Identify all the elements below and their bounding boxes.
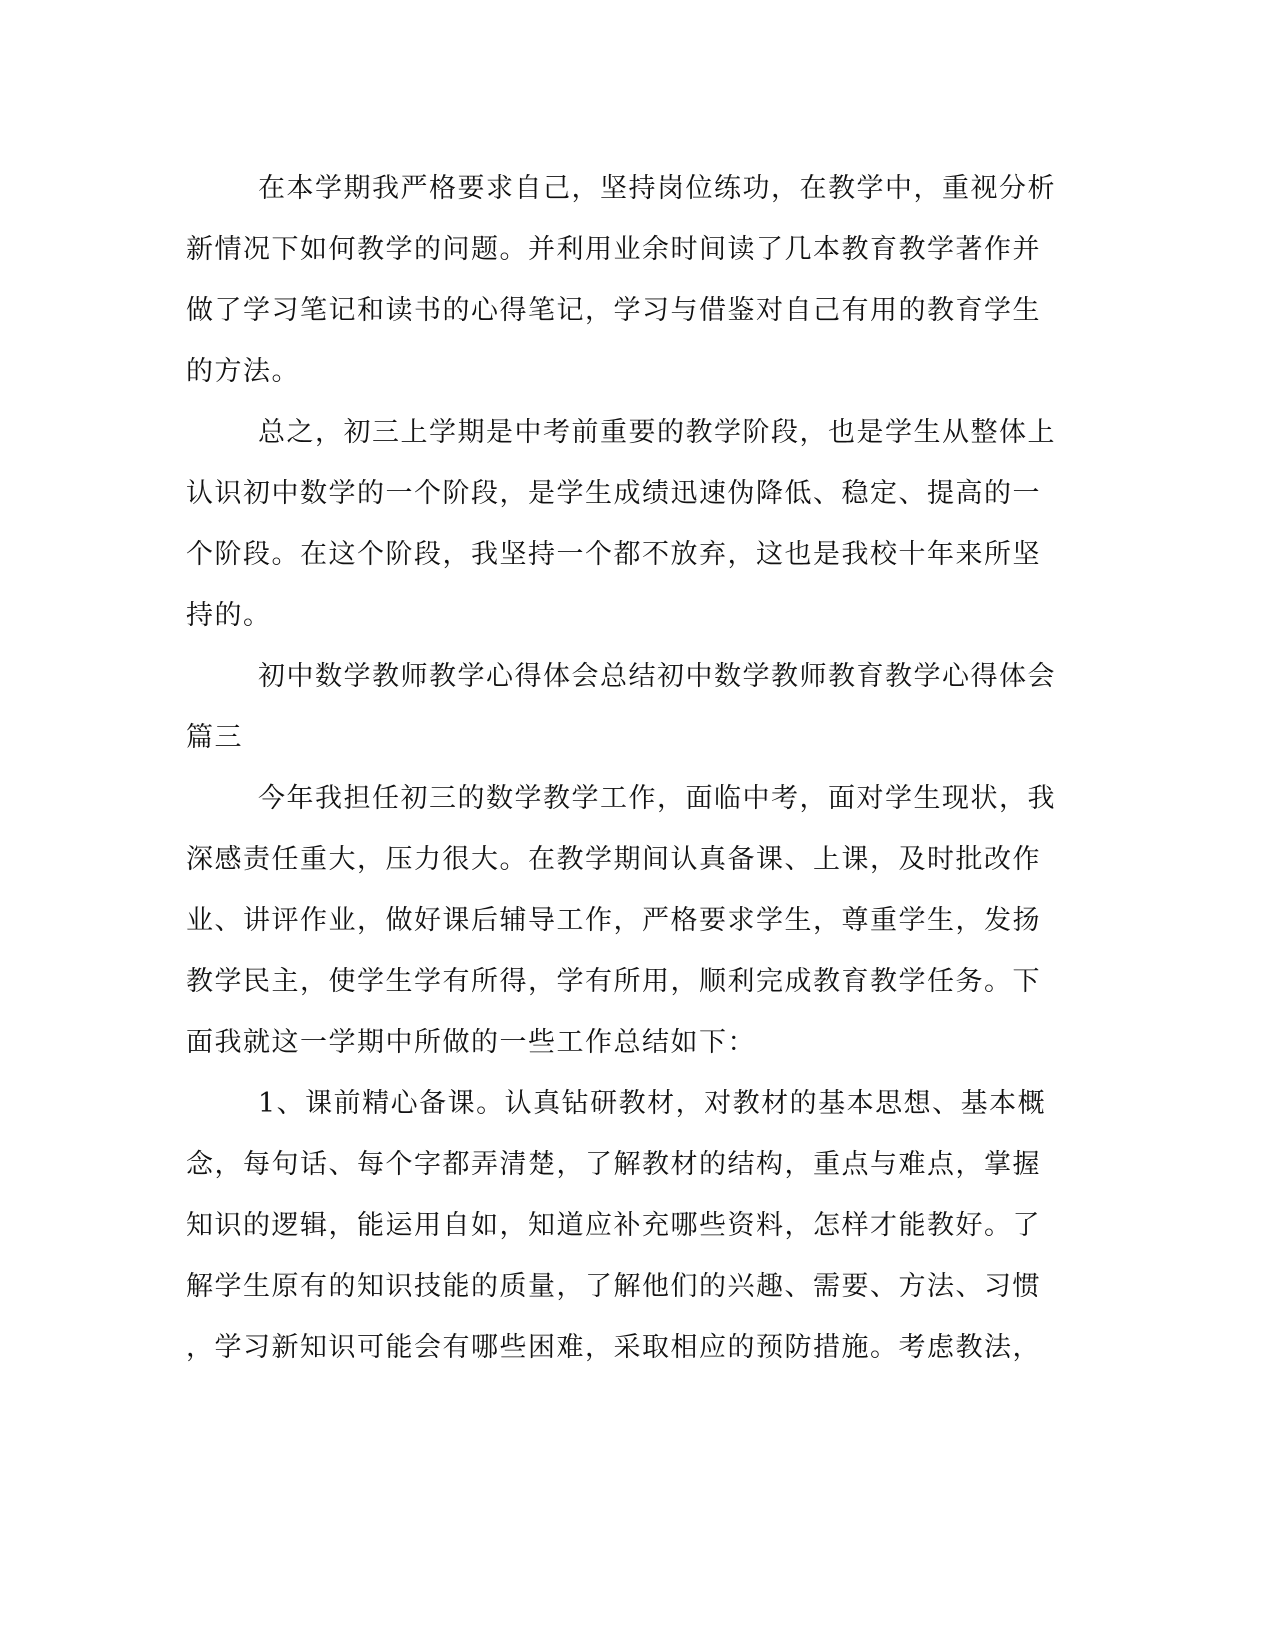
- text-line: ，学习新知识可能会有哪些困难，采取相应的预防措施。考虑教法，: [186, 1332, 1041, 1363]
- text-line: 认识初中数学的一个阶段，是学生成绩迅速伪降低、稳定、提高的一: [186, 478, 1041, 509]
- text-line: 念，每句话、每个字都弄清楚，了解教材的结构，重点与难点，掌握: [186, 1149, 1041, 1180]
- text-line: 今年我担任初三的数学教学工作，面临中考，面对学生现状，我: [258, 783, 1056, 814]
- text-line: 知识的逻辑，能运用自如，知道应补充哪些资料，怎样才能教好。了: [186, 1210, 1041, 1241]
- text-line: 面我就这一学期中所做的一些工作总结如下：: [186, 1027, 756, 1058]
- text-line: 1、课前精心备课。认真钻研教材，对教材的基本思想、基本概: [258, 1088, 1047, 1119]
- paragraph-lesson-prep: [186, 1073, 1062, 1378]
- text-line: 解学生原有的知识技能的质量，了解他们的兴趣、需要、方法、习惯: [186, 1271, 1041, 1302]
- document-body: [186, 158, 1062, 1378]
- text-line: 篇三: [186, 722, 243, 753]
- text-line: 持的。: [186, 600, 272, 631]
- text-line: 的方法。: [186, 356, 300, 387]
- text-line: 在本学期我严格要求自己，坚持岗位练功，在教学中，重视分析: [258, 173, 1056, 204]
- text-line: 新情况下如何教学的问题。并利用业余时间读了几本教育教学著作并: [186, 234, 1041, 265]
- paragraph-intro: [186, 768, 1062, 1073]
- text-line: 做了学习笔记和读书的心得笔记，学习与借鉴对自己有用的教育学生: [186, 295, 1041, 326]
- paragraph-study-habits: [186, 158, 1062, 402]
- text-line: 初中数学教师教学心得体会总结初中数学教师教育教学心得体会: [258, 661, 1056, 692]
- text-line: 业、讲评作业，做好课后辅导工作，严格要求学生，尊重学生，发扬: [186, 905, 1041, 936]
- text-line: 总之，初三上学期是中考前重要的教学阶段，也是学生从整体上: [258, 417, 1056, 448]
- text-line: 教学民主，使学生学有所得，学有所用，顺利完成教育教学任务。下: [186, 966, 1041, 997]
- section-heading: [186, 646, 1062, 768]
- text-line: 深感责任重大，压力很大。在教学期间认真备课、上课，及时批改作: [186, 844, 1041, 875]
- text-line: 个阶段。在这个阶段，我坚持一个都不放弃，这也是我校十年来所坚: [186, 539, 1041, 570]
- paragraph-summary: [186, 402, 1062, 646]
